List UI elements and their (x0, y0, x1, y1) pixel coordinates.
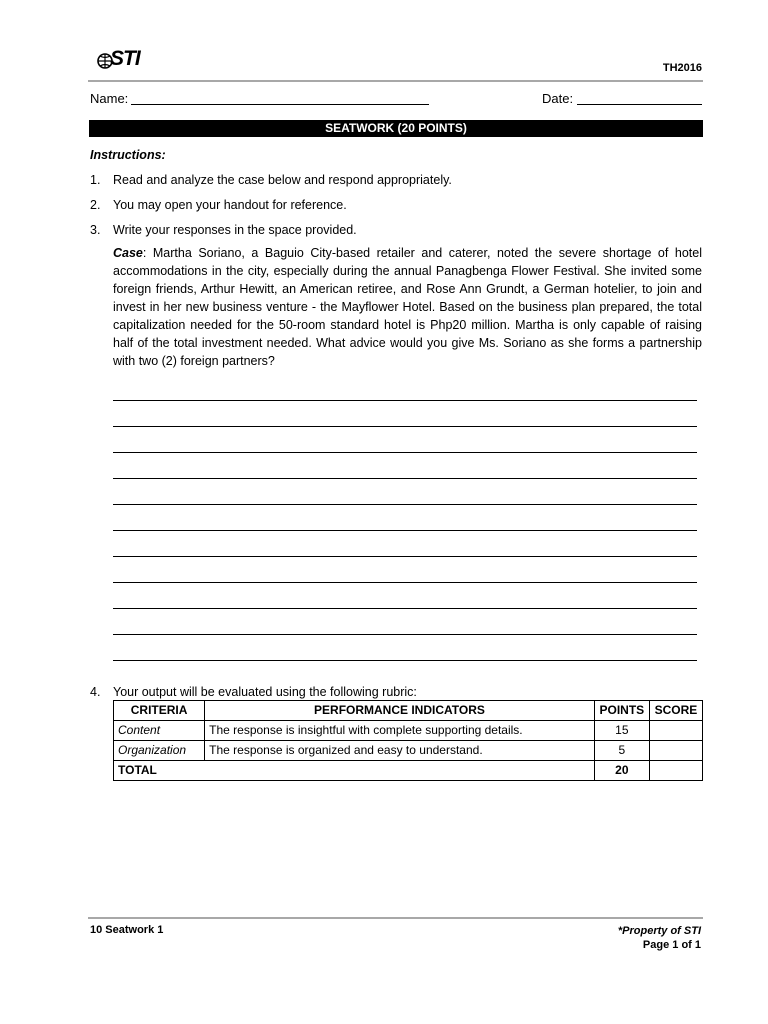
score-cell[interactable] (649, 741, 702, 761)
document-code: TH2016 (662, 62, 702, 74)
answer-line[interactable] (113, 556, 697, 557)
footer-title: 10 Seatwork 1 (90, 924, 164, 936)
case-paragraph (113, 244, 702, 370)
sti-logo (97, 47, 145, 72)
case-text: : Martha Soriano, a Baguio City-based retailer and caterer, noted the severe shortage of hotel accommodations in the city, especially during the annual Panagbenga Flower Festival. She invited some foreign friends, Arthur Hewitt, an American retiree, and Rose Ann Grundt, a German hotelier, to join and invest in her new business venture - the Mayflower Hotel. Based on the business plan prepared, the total capitalization needed for the 50-room standard hotel is Php20 million. Martha is only capable of raising half of the total investment needed. What advice would you give Ms. Soriano as she forms a partnership with two (2) foreign partners? (113, 246, 702, 368)
name-label: Name: (90, 91, 129, 106)
property-notice: *Property of STI (617, 925, 701, 937)
answer-line[interactable] (113, 582, 697, 583)
case-label: Case (113, 246, 143, 260)
answer-line[interactable] (113, 426, 697, 427)
col-score: SCORE (649, 701, 702, 721)
total-score-cell[interactable] (649, 761, 702, 781)
name-field[interactable] (131, 104, 429, 105)
col-performance-indicators: PERFORMANCE INDICATORS (205, 701, 595, 721)
answer-line[interactable] (113, 530, 697, 531)
col-points: POINTS (594, 701, 649, 721)
date-field[interactable] (577, 104, 702, 105)
score-cell[interactable] (649, 721, 702, 741)
points-cell: 15 (594, 721, 649, 741)
criteria-cell: Content (114, 721, 205, 741)
points-cell: 5 (594, 741, 649, 761)
answer-line[interactable] (113, 504, 697, 505)
answer-line[interactable] (113, 400, 697, 401)
answer-line[interactable] (113, 660, 697, 661)
criteria-cell: Organization (114, 741, 205, 761)
answer-line[interactable] (113, 634, 697, 635)
rubric-header-row (114, 701, 703, 721)
indicator-cell: The response is organized and easy to understand. (205, 741, 595, 761)
total-row (114, 761, 703, 781)
footer-divider (88, 917, 703, 919)
section-banner: SEATWORK (20 POINTS) (89, 120, 703, 137)
answer-line[interactable] (113, 452, 697, 453)
answer-line[interactable] (113, 608, 697, 609)
table-row (114, 721, 703, 741)
instructions-label: Instructions: (90, 148, 166, 162)
rubric-table (113, 700, 703, 781)
footer-right (618, 924, 701, 952)
col-criteria: CRITERIA (114, 701, 205, 721)
total-label: TOTAL (114, 761, 595, 781)
date-label: Date: (542, 91, 574, 106)
answer-line[interactable] (113, 478, 697, 479)
logo-text: STI (110, 47, 140, 70)
indicator-cell: The response is insightful with complete supporting details. (205, 721, 595, 741)
table-row (114, 741, 703, 761)
page-number: Page 1 of 1 (642, 939, 701, 951)
header-divider (88, 80, 703, 82)
total-points: 20 (594, 761, 649, 781)
